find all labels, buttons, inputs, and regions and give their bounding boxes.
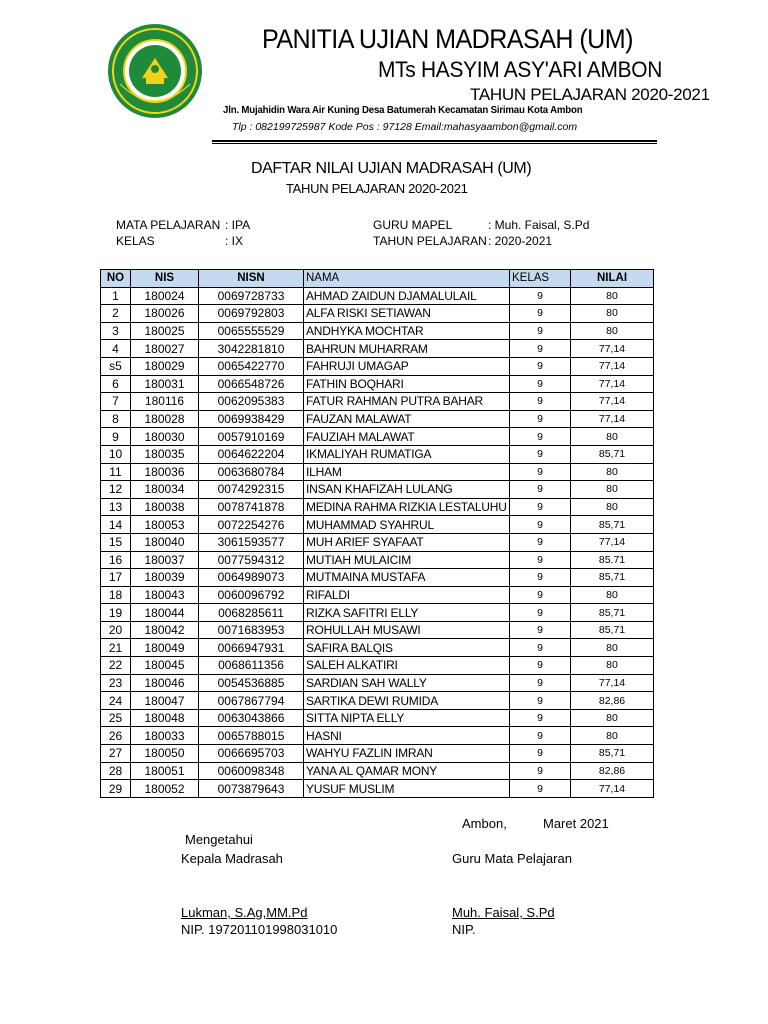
school-name: MTs HASYIM ASY'ARI AMBON [378,57,663,82]
cell-name: SARDIAN SAH WALLY [304,674,510,692]
cell-nis: 180047 [131,692,199,710]
signature-date: Maret 2021 [543,816,609,831]
cell-class: 9 [510,639,571,657]
cell-name: FAHRUJI UMAGAP [304,357,510,375]
grades-body [101,287,654,797]
cell-grade: 80 [571,709,654,727]
teacher-value: : Muh. Faisal, S.Pd [488,218,590,232]
cell-class: 9 [510,340,571,358]
cell-grade: 77,14 [571,533,654,551]
cell-nis: 180040 [131,533,199,551]
cell-nisn: 0064989073 [199,569,304,587]
cell-class: 9 [510,709,571,727]
table-row [101,657,654,675]
cell-class: 9 [510,551,571,569]
cell-no: 16 [101,551,131,569]
cell-name: ALFA RISKI SETIAWAN [304,305,510,323]
cell-grade: 77,14 [571,340,654,358]
cell-name: MUTIAH MULAICIM [304,551,510,569]
table-row [101,393,654,411]
table-row [101,428,654,446]
cell-grade: 85,71 [571,445,654,463]
table-row [101,445,654,463]
table-row [101,551,654,569]
cell-name: YANA AL QAMAR MONY [304,762,510,780]
cell-nis: 180042 [131,621,199,639]
cell-grade: 82,86 [571,762,654,780]
cell-class: 9 [510,762,571,780]
teacher-name: Muh. Faisal, S.Pd [452,905,555,920]
cell-class: 9 [510,674,571,692]
school-logo [106,22,204,120]
cell-grade: 80 [571,657,654,675]
cell-grade: 85.71 [571,551,654,569]
cell-class: 9 [510,428,571,446]
cell-name: ROHULLAH MUSAWI [304,621,510,639]
cell-no: 6 [101,375,131,393]
cell-nis: 180050 [131,745,199,763]
cell-class: 9 [510,586,571,604]
cell-nisn: 0069792803 [199,305,304,323]
cell-name: MEDINA RAHMA RIZKIA LESTALUHU [304,498,510,516]
cell-grade: 77,14 [571,674,654,692]
cell-class: 9 [510,727,571,745]
cell-nis: 180026 [131,305,199,323]
year-value: : 2020-2021 [488,234,553,248]
cell-nisn: 0067867794 [199,692,304,710]
cell-grade: 77,14 [571,780,654,798]
acknowledged-label: Mengetahui [185,832,253,847]
cell-grade: 80 [571,586,654,604]
cell-name: FATHIN BOQHARI [304,375,510,393]
cell-no: 3 [101,322,131,340]
cell-nisn: 0068611356 [199,657,304,675]
table-row [101,322,654,340]
cell-no: 17 [101,569,131,587]
table-row [101,498,654,516]
table-header-row [101,270,654,288]
cell-grade: 85,71 [571,604,654,622]
cell-nis: 180037 [131,551,199,569]
cell-no: 14 [101,516,131,534]
cell-no: 24 [101,692,131,710]
cell-class: 9 [510,445,571,463]
cell-nisn: 0063680784 [199,463,304,481]
table-row [101,287,654,305]
cell-nis: 180024 [131,287,199,305]
cell-name: ANDHYKA MOCHTAR [304,322,510,340]
cell-grade: 80 [571,428,654,446]
cell-class: 9 [510,604,571,622]
cell-nis: 180045 [131,657,199,675]
table-row [101,533,654,551]
subject-value: : IPA [225,218,251,232]
cell-nis: 180044 [131,604,199,622]
cell-no: 10 [101,445,131,463]
cell-nisn: 0074292315 [199,481,304,499]
header-name: NAMA [304,270,510,288]
cell-no: 9 [101,428,131,446]
table-row [101,762,654,780]
table-row [101,375,654,393]
cell-grade: 77,14 [571,393,654,411]
cell-class: 9 [510,533,571,551]
document-subtitle: TAHUN PELAJARAN 2020-2021 [286,181,468,196]
teacher-label: GURU MAPEL [373,218,453,232]
table-row [101,305,654,323]
table-row [101,410,654,428]
cell-grade: 85,71 [571,745,654,763]
cell-nisn: 0062095383 [199,393,304,411]
cell-class: 9 [510,657,571,675]
cell-class: 9 [510,745,571,763]
table-row [101,674,654,692]
cell-name: IKMALIYAH RUMATIGA [304,445,510,463]
cell-name: FAUZAN MALAWAT [304,410,510,428]
cell-no: 28 [101,762,131,780]
cell-name: SALEH ALKATIRI [304,657,510,675]
school-seal-icon [106,22,204,120]
cell-nisn: 0064622204 [199,445,304,463]
cell-nis: 180028 [131,410,199,428]
cell-name: MUHAMMAD SYAHRUL [304,516,510,534]
year-label: TAHUN PELAJARAN [373,234,487,248]
cell-name: FATUR RAHMAN PUTRA BAHAR [304,393,510,411]
cell-nis: 180049 [131,639,199,657]
cell-no: 20 [101,621,131,639]
teacher-role: Guru Mata Pelajaran [452,851,572,866]
table-row [101,569,654,587]
cell-grade: 80 [571,305,654,323]
class-label: KELAS [116,234,155,248]
table-row [101,780,654,798]
cell-grade: 77,14 [571,410,654,428]
table-row [101,340,654,358]
cell-no: 22 [101,657,131,675]
cell-nis: 180031 [131,375,199,393]
cell-grade: 77,14 [571,357,654,375]
cell-class: 9 [510,569,571,587]
table-row [101,692,654,710]
cell-nis: 180038 [131,498,199,516]
table-row [101,745,654,763]
cell-nis: 180030 [131,428,199,446]
cell-name: INSAN KHAFIZAH LULANG [304,481,510,499]
cell-nisn: 0065788015 [199,727,304,745]
cell-grade: 80 [571,727,654,745]
cell-name: SAFIRA BALQIS [304,639,510,657]
cell-no: 15 [101,533,131,551]
cell-nisn: 0069728733 [199,287,304,305]
cell-nis: 180043 [131,586,199,604]
cell-nis: 180034 [131,481,199,499]
cell-class: 9 [510,692,571,710]
cell-class: 9 [510,287,571,305]
cell-class: 9 [510,481,571,499]
cell-nis: 180033 [131,727,199,745]
cell-no: 8 [101,410,131,428]
cell-no: 21 [101,639,131,657]
cell-nisn: 0069938429 [199,410,304,428]
cell-nis: 180053 [131,516,199,534]
cell-no: 18 [101,586,131,604]
cell-grade: 85,71 [571,516,654,534]
cell-nisn: 0066947931 [199,639,304,657]
cell-name: ILHAM [304,463,510,481]
cell-grade: 80 [571,498,654,516]
table-row [101,463,654,481]
cell-nis: 180052 [131,780,199,798]
cell-nisn: 0054536885 [199,674,304,692]
cell-nis: 180039 [131,569,199,587]
subject-label: MATA PELAJARAN [116,218,221,232]
letterhead-rule [212,140,657,142]
cell-nisn: 0072254276 [199,516,304,534]
cell-name: SARTIKA DEWI RUMIDA [304,692,510,710]
school-address: Jln. Mujahidin Wara Air Kuning Desa Batumerah Kecamatan Sirimau Kota Ambon [223,104,583,116]
header-no: NO [101,270,131,288]
cell-nisn: 0065422770 [199,357,304,375]
cell-class: 9 [510,357,571,375]
cell-no: 25 [101,709,131,727]
cell-nisn: 0063043866 [199,709,304,727]
cell-grade: 85,71 [571,569,654,587]
table-row [101,586,654,604]
cell-class: 9 [510,375,571,393]
cell-nisn: 0077594312 [199,551,304,569]
header-nis: NIS [131,270,199,288]
cell-no: 19 [101,604,131,622]
cell-no: 2 [101,305,131,323]
table-row [101,639,654,657]
grades-table [100,269,654,798]
table-row [101,481,654,499]
cell-nis: 180051 [131,762,199,780]
cell-name: SITTA NIPTA ELLY [304,709,510,727]
cell-nisn: 0066548726 [199,375,304,393]
cell-nisn: 0060098348 [199,762,304,780]
cell-name: MUH ARIEF SYAFAAT [304,533,510,551]
table-row [101,621,654,639]
cell-no: 7 [101,393,131,411]
cell-name: BAHRUN MUHARRAM [304,340,510,358]
table-row [101,727,654,745]
cell-nis: 180027 [131,340,199,358]
cell-name: WAHYU FAZLIN IMRAN [304,745,510,763]
class-value: : IX [225,234,244,248]
cell-nis: 180029 [131,357,199,375]
cell-nis: 180025 [131,322,199,340]
cell-name: FAUZIAH MALAWAT [304,428,510,446]
cell-no: 11 [101,463,131,481]
cell-no: 12 [101,481,131,499]
cell-class: 9 [510,463,571,481]
cell-class: 9 [510,516,571,534]
cell-class: 9 [510,621,571,639]
cell-nisn: 0068285611 [199,604,304,622]
school-contact: Tlp : 082199725987 Kode Pos : 97128 Email:mahasyaambon@gmail.com [232,121,578,133]
cell-no: 23 [101,674,131,692]
cell-no: 26 [101,727,131,745]
cell-class: 9 [510,498,571,516]
cell-nisn: 0065555529 [199,322,304,340]
cell-nis: 180036 [131,463,199,481]
cell-class: 9 [510,322,571,340]
cell-name: YUSUF MUSLIM [304,780,510,798]
cell-grade: 77,14 [571,375,654,393]
cell-no: 1 [101,287,131,305]
cell-nis: 180048 [131,709,199,727]
cell-class: 9 [510,393,571,411]
cell-no: 29 [101,780,131,798]
document-title: DAFTAR NILAI UJIAN MADRASAH (UM) [251,160,532,177]
table-row [101,709,654,727]
table-row [101,357,654,375]
letterhead-year: TAHUN PELAJARAN 2020-2021 [470,85,710,104]
cell-grade: 80 [571,481,654,499]
cell-class: 9 [510,305,571,323]
cell-nisn: 3061593577 [199,533,304,551]
principal-nip: NIP. 197201101998031010 [181,922,338,937]
cell-nis: 180035 [131,445,199,463]
table-row [101,516,654,534]
letterhead-rule-thin [212,143,657,144]
cell-nisn: 0078741878 [199,498,304,516]
cell-nisn: 0073879643 [199,780,304,798]
header-class: KELAS [510,270,571,288]
cell-grade: 82,86 [571,692,654,710]
cell-grade: 85,71 [571,621,654,639]
cell-no: s5 [101,357,131,375]
header-grade: NILAI [571,270,654,288]
cell-name: MUTMAINA MUSTAFA [304,569,510,587]
cell-class: 9 [510,410,571,428]
cell-name: AHMAD ZAIDUN DJAMALULAIL [304,287,510,305]
cell-nisn: 0071683953 [199,621,304,639]
committee-title: PANITIA UJIAN MADRASAH (UM) [262,24,633,54]
cell-no: 4 [101,340,131,358]
cell-nis: 180116 [131,393,199,411]
cell-name: RIFALDI [304,586,510,604]
cell-no: 13 [101,498,131,516]
cell-name: RIZKA SAFITRI ELLY [304,604,510,622]
cell-grade: 80 [571,322,654,340]
cell-class: 9 [510,780,571,798]
teacher-nip: NIP. [452,922,476,937]
cell-grade: 80 [571,287,654,305]
table-row [101,604,654,622]
header-nisn: NISN [199,270,304,288]
cell-nis: 180046 [131,674,199,692]
signature-place: Ambon, [462,816,507,831]
cell-nisn: 3042281810 [199,340,304,358]
cell-grade: 80 [571,639,654,657]
principal-name: Lukman, S.Ag,MM.Pd [181,905,308,920]
cell-grade: 80 [571,463,654,481]
cell-nisn: 0060096792 [199,586,304,604]
principal-role: Kepala Madrasah [181,851,283,866]
cell-no: 27 [101,745,131,763]
cell-name: HASNI [304,727,510,745]
cell-nisn: 0057910169 [199,428,304,446]
cell-nisn: 0066695703 [199,745,304,763]
